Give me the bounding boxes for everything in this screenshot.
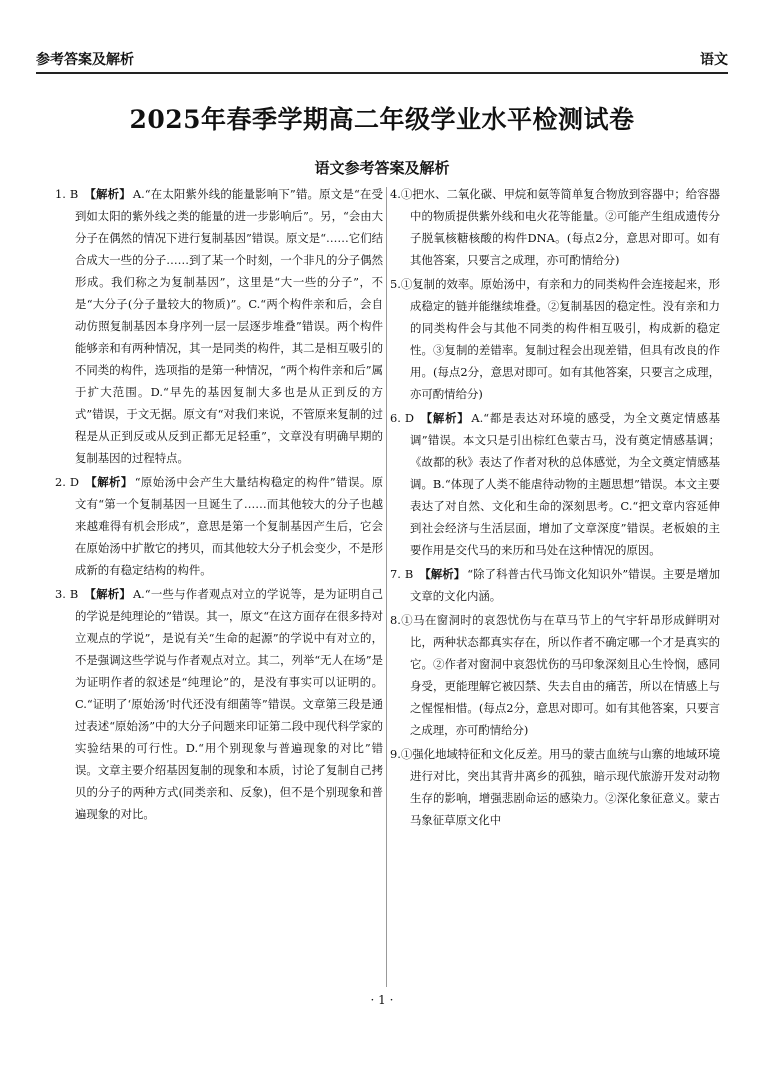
answer-item-2: 2. D 【解析】 “原始汤中会产生大量结构稳定的构件”错误。原文有“第一个复制基因一旦诞生了……而其他较大的分子也越来越难得有机会形成”，意思是第一个复制基因产生后，它会在原始汤中扩散它的拷贝，而其他较大分子机会变少，不是形成新的有稳定结构的构件。 (55, 475, 383, 577)
answer-item-3: 3. B 【解析】 A.“一些与作者观点对立的学说等，是为证明自己的学说是纯理论的”错误。其一，原文“在这方面存在很多持对立观点的学说”，是说有关“生命的起源”的学说中有对立的，不是强调这些学说与作者观点对立。其二，列举“无人在场”是为证明作者的叙述是“纯理论”的，是没有事实可以证明的。C.“证明了‘原始汤’时代还没有细菌等”错误。文章第三段是通过表述“原始汤”中的大分子问题来印证第二段中现代科学家的实验结果的可行性。D.“用个别现象与普遍现象的对比”错误。文章主要介绍基因复制的现象和本质，讨论了复制自己拷贝的分子的两种方式(同类亲和、反象)，但不是个别现象和普遍现象的对比。 (55, 587, 383, 821)
page-subtitle: 语文参考答案及解析 (314, 159, 450, 177)
page-number: · 1 · (370, 993, 394, 1007)
right-column (390, 183, 720, 833)
page-header (36, 44, 728, 74)
answer-item-7: 7. B 【解析】 “除了科普古代马饰文化知识外”错误。主要是增加文章的文化内涵。 (390, 567, 720, 603)
answer-item-6: 6. D 【解析】 A.“都是表达对环境的感受，为全文奠定情感基调”错误。本文只是引出棕红色蒙古马，没有奠定情感基调；《故都的秋》表达了作者对秋的总体感觉，为全文奠定情感基调。B.“体现了人类不能虐待动物的主题思想”错误。本文主要表达了对自然、文化和生命的深刻思考。C.“把文章内容延伸到社会经济与生活层面，增加了文章深度”错误。老板娘的主要作用是交代马的来历和马处在这种情况的原因。 (390, 411, 720, 557)
answer-item-5: 5.①复制的效率。原始汤中，有亲和力的同类构件会连接起来，形成稳定的链并能继续堆叠。②复制基因的稳定性。没有亲和力的同类构件会与其他不同类的构件相互吸引，构成新的稳定性。③复制的差错率。复制过程会出现差错，但具有改良的作用。(每点2分，意思对即可。如有其他答案，只要言之成理，亦可酌情给分) (390, 277, 720, 401)
answer-item-8: 8.①马在窗洞时的哀怨忧伤与在草马节上的气宇轩昂形成鲜明对比，两种状态都真实存在，所以作者不确定哪一个才是真实的它。②作者对窗洞中哀怨忧伤的马印象深刻且心生怜悯，感同身受，更能理解它被囚禁、失去自由的痛苦，所以在情感上与之惺惺相惜。(每点2分，意思对即可。如有其他答案，只要言之成理，亦可酌情给分) (390, 613, 720, 737)
header-right: 语文 (700, 52, 728, 68)
page-title: 2025年春季学期高二年级学业水平检测试卷 (129, 105, 635, 134)
answer-item-4: 4.①把水、二氧化碳、甲烷和氨等简单复合物放到容器中；给容器中的物质提供紫外线和电火花等能量。②可能产生组成遗传分子脱氧核糖核酸的构件DNA。(每点2分，意思对即可。如有其他答案，只要言之成理，亦可酌情给分) (390, 187, 720, 267)
answer-item-9: 9.①强化地域特征和文化反差。用马的蒙古血统与山寨的地域环境进行对比，突出其背井离乡的孤独，暗示现代旅游开发对动物生存的影响，增强悲剧命运的感染力。②深化象征意义。蒙古马象征草原文化中 (390, 747, 720, 827)
answer-item-1: 1. B 【解析】 A.“在太阳紫外线的能量影响下”错。原文是“在受到如太阳的紫外线之类的能量的进一步影响后”。另，“会由大分子在偶然的情况下进行复制基因”错误。原文是“……它们结合成大一些的分子……到了某一个时刻，一个非凡的分子偶然形成。我们称之为复制基因”，这里是“大一些的分子”，不是“大分子(分子量较大的物质)”。C.“两个构件亲和后，会自动仿照复制基因本身序列一层一层逐步堆叠”错误。两个构件能够亲和有两种情况，其一是同类的构件，其二是相互吸引的不同类的构件，选项指的是第一种情况，“两个构件亲和后”属于扩大范围。D.“早先的基因复制大多也是从正到反的方式”错误，于文无据。原文有“对我们来说，不管原来复制的过程是从正到反或从反到正都无足轻重”，文章没有明确早期的复制基因的过程特点。 (55, 187, 383, 465)
left-column (55, 183, 383, 827)
header-left: 参考答案及解析 (36, 52, 134, 68)
